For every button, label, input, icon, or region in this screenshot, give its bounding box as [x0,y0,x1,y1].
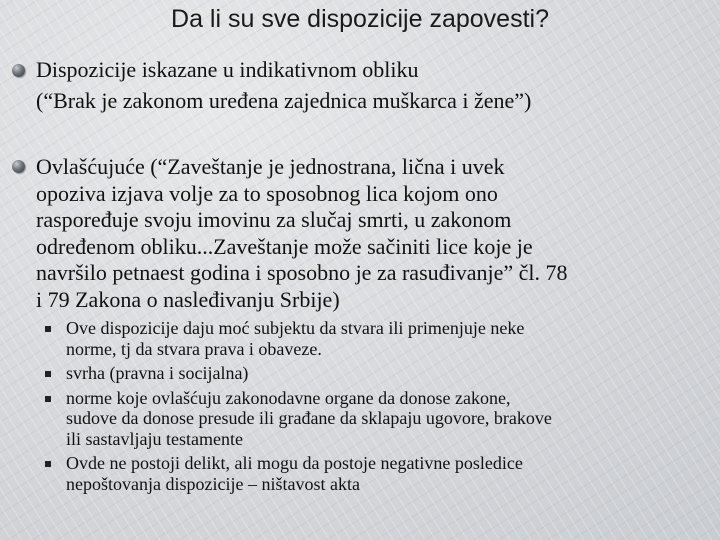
bullet-point-1-line-1: Dispozicije iskazane u indikativnom obliku [36,57,419,82]
bullet-point-1 [36,54,706,116]
square-bullet-icon [45,396,51,402]
sub-bullet-item-2 [66,363,716,384]
bullet-point-2 [36,154,716,314]
bullet-point-2-line-3: raspoređuje svoju imovinu za slučaj smrti, u zakonom [36,207,512,233]
sub-bullet-item-2-line-1: svrha (pravna i socijalna) [66,363,249,383]
sub-bullet-item-1-line-1: Ove dispozicije daju moć subjektu da stvara ili primenjuje neke [66,318,525,338]
bullet-ball-icon [12,160,25,173]
sub-bullet-item-3 [66,388,716,450]
square-bullet-icon [45,461,51,467]
sub-bullet-item-4 [66,453,716,494]
sub-bullet-item-4-line-2: nepoštovanja dispozicije – ništavost akta [66,473,360,494]
sub-bullet-item-3-line-2: sudove da donose presude ili građane da sklapaju ugovore, brakove [66,408,552,428]
bullet-point-2-line-5: navršilo petnaest godina i sposobno je za rasuđivanje” čl. 78 [36,260,568,286]
square-bullet-icon [45,371,51,377]
bullet-point-1-line-2: (“Brak je zakonom uređena zajednica muškarca i žene”) [36,88,532,113]
bullet-ball-icon [12,64,25,77]
bullet-point-2-line-1: Ovlašćujuće (“Zaveštanje je jednostrana, lična i uvek [36,154,505,179]
sub-bullet-item-4-line-1: Ovde ne postoji delikt, ali mogu da postoje negativne posledice [66,453,523,473]
square-bullet-icon [45,326,51,332]
bullet-point-2-line-4: određenom obliku...Zaveštanje može sačiniti lice koje je [36,233,533,259]
bullet-point-2-line-2: opoziva izjava volje za to sposobnog lica kojom ono [36,180,498,206]
sub-bullet-item-1 [66,318,716,359]
slide-title: Da li su sve dispozicije zapovesti? [171,5,549,33]
sub-bullet-list [66,318,716,494]
sub-bullet-item-3-line-3: ili sastavljaju testamente [66,428,243,449]
sub-bullet-item-3-line-1: norme koje ovlašćuju zakonodavne organe da donose zakone, [66,387,511,408]
sub-bullet-item-1-line-2: norme, tj da stvara prava i obaveze. [66,338,322,359]
bullet-point-2-line-6: i 79 Zakona o nasleđivanju Srbije) [36,286,340,312]
